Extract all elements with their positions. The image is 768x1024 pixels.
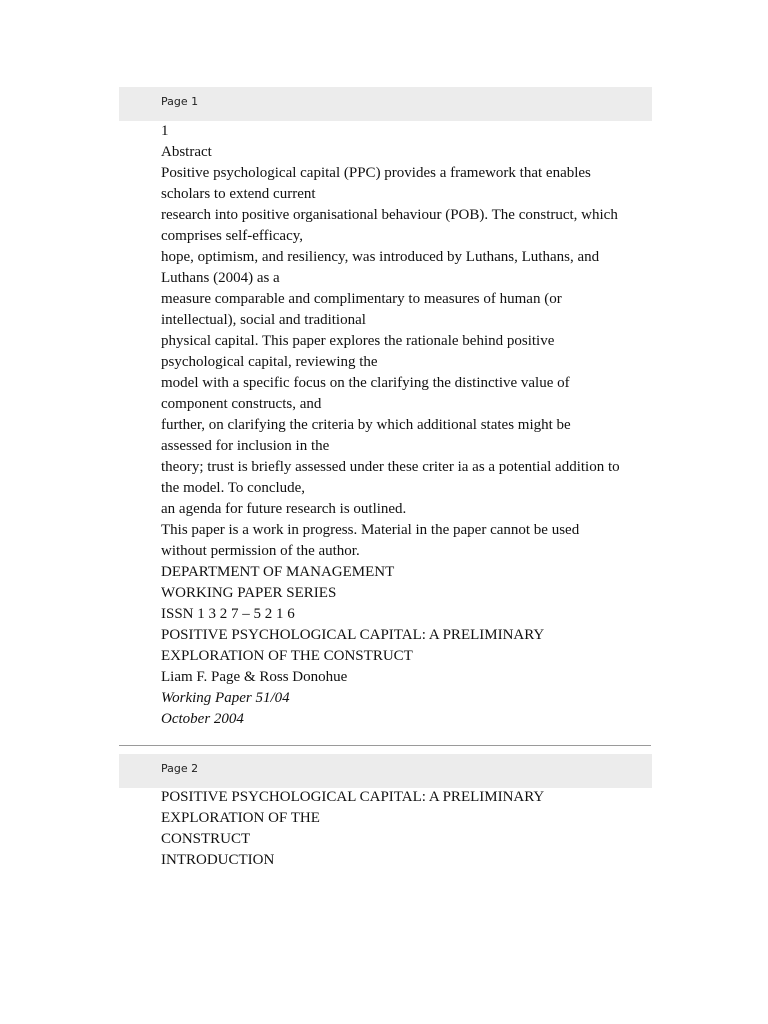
text-line: scholars to extend current — [161, 186, 316, 202]
text-line: WORKING PAPER SERIES — [161, 585, 337, 601]
text-line: October 2004 — [161, 711, 244, 727]
text-line: the model. To conclude, — [161, 480, 306, 496]
text-line: intellectual), social and traditional — [161, 312, 366, 328]
text-line: EXPLORATION OF THE CONSTRUCT — [161, 648, 413, 664]
page-2-header — [119, 754, 652, 788]
text-line: theory; trust is briefly assessed under these criter ia as a potential addition to — [161, 459, 620, 475]
text-line: Luthans (2004) as a — [161, 270, 280, 286]
text-line: Abstract — [161, 144, 212, 160]
text-line: This paper is a work in progress. Material in the paper cannot be used — [161, 522, 580, 538]
text-line: 1 — [161, 123, 169, 139]
page-2-body — [161, 787, 656, 871]
text-line: research into positive organisational behaviour (POB). The construct, which — [161, 207, 618, 223]
text-line: further, on clarifying the criteria by which additional states might be — [161, 417, 571, 433]
text-line: assessed for inclusion in the — [161, 438, 330, 454]
text-line: physical capital. This paper explores the rationale behind positive — [161, 333, 555, 349]
text-line: INTRODUCTION — [161, 852, 275, 868]
text-line: component constructs, and — [161, 396, 322, 412]
page-divider — [119, 745, 651, 746]
text-line: Liam F. Page & Ross Donohue — [161, 669, 348, 685]
text-line: psychological capital, reviewing the — [161, 354, 378, 370]
text-line: POSITIVE PSYCHOLOGICAL CAPITAL: A PRELIMINARY — [161, 627, 545, 643]
text-line: model with a specific focus on the clarifying the distinctive value of — [161, 375, 570, 391]
text-line: ISSN 1 3 2 7 – 5 2 1 6 — [161, 606, 295, 622]
text-line: Working Paper 51/04 — [161, 690, 290, 706]
text-line: comprises self-efficacy, — [161, 228, 304, 244]
text-line: measure comparable and complimentary to measures of human (or — [161, 291, 562, 307]
text-line: an agenda for future research is outlined. — [161, 501, 407, 517]
page-2-header-label: Page 2 — [161, 762, 199, 775]
page-1-header — [119, 87, 652, 121]
text-line: Positive psychological capital (PPC) provides a framework that enables — [161, 165, 591, 181]
page-1-header-label: Page 1 — [161, 95, 199, 108]
text-line: without permission of the author. — [161, 543, 360, 559]
text-line: POSITIVE PSYCHOLOGICAL CAPITAL: A PRELIMINARY — [161, 789, 545, 805]
text-line: hope, optimism, and resiliency, was introduced by Luthans, Luthans, and — [161, 249, 600, 265]
text-line: DEPARTMENT OF MANAGEMENT — [161, 564, 395, 580]
text-line: CONSTRUCT — [161, 831, 251, 847]
page-1-body — [161, 121, 656, 730]
text-line: EXPLORATION OF THE — [161, 810, 320, 826]
